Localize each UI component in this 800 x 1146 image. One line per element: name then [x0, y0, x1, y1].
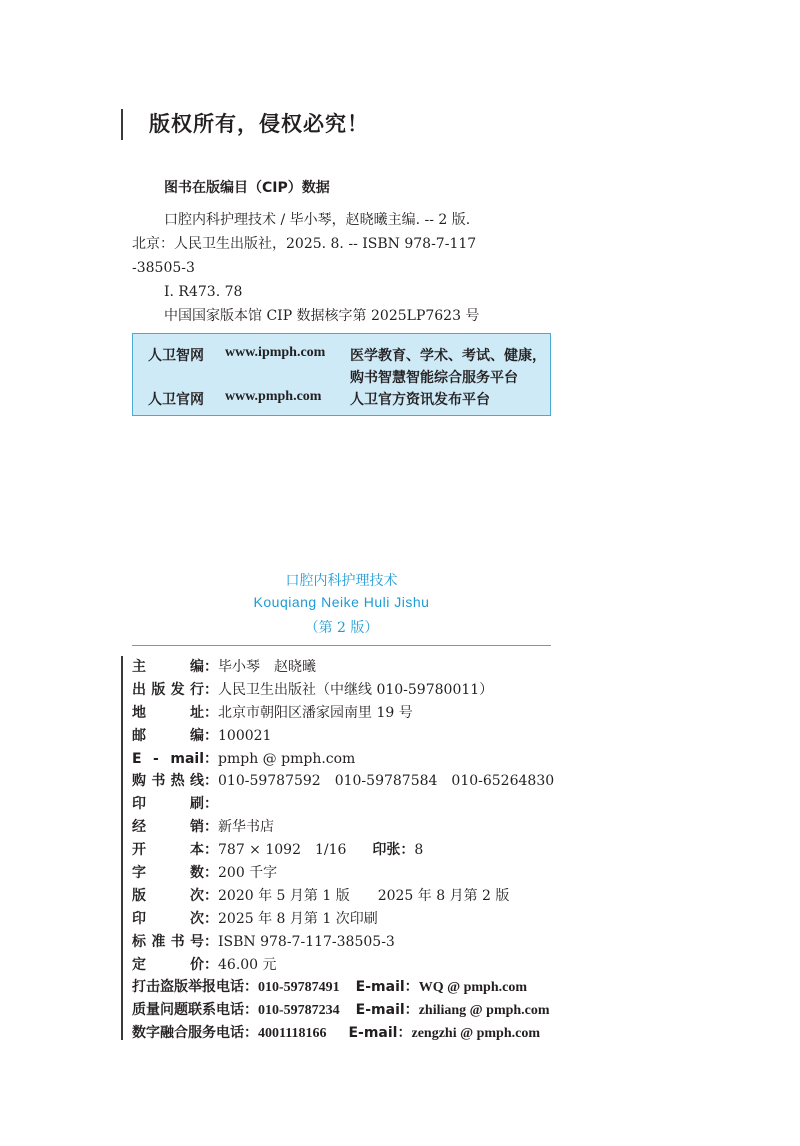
cip-line: 北京：人民卫生出版社，2025. 8. -- ISBN 978-7-117	[132, 236, 477, 252]
cip-block	[132, 176, 532, 328]
title-divider	[132, 645, 551, 646]
colophon-value: 2020 年 5 月第 1 版 2025 年 8 月第 2 版	[218, 887, 510, 904]
margin-rule-top	[121, 109, 123, 140]
colophon-label: E - mail	[132, 750, 204, 767]
sheet-count-label: 印张	[372, 842, 401, 859]
website-desc: 购书智慧智能综合服务平台	[350, 370, 518, 386]
book-title-pinyin: Kouqiang Neike Huli Jishu	[253, 594, 430, 610]
colophon-row: 字数：200 千字	[132, 862, 572, 885]
hotline-row	[132, 976, 572, 999]
hotline-email[interactable]: zengzhi @ pmph.com	[411, 1026, 541, 1042]
colophon-label: 印刷	[132, 796, 204, 813]
colophon-row: 版次：2020 年 5 月第 1 版 2025 年 8 月第 2 版	[132, 885, 572, 908]
hotline-label: 质量问题联系电话：	[132, 1002, 258, 1019]
colophon-value: 人民卫生出版社（中继线 010-59780011）	[218, 681, 494, 698]
colophon-row: 邮编：100021	[132, 725, 572, 748]
hotline-row	[132, 1022, 572, 1045]
colophon-row: 标准书号：ISBN 978-7-117-38505-3	[132, 931, 572, 954]
website-box	[132, 333, 551, 416]
colophon-row: 印次：2025 年 8 月第 1 次印刷	[132, 908, 572, 931]
book-title-cn: 口腔内科护理技术	[285, 573, 398, 589]
colophon-label: 出版发行	[132, 681, 204, 698]
colophon-label: 印次	[132, 910, 204, 927]
cip-record-number: 中国国家版本馆 CIP 数据核字第 2025LP7623 号	[164, 308, 480, 324]
colophon-value: 毕小琴 赵晓曦	[218, 659, 316, 675]
colophon-value: 200 千字	[218, 865, 278, 882]
colophon-value: 新华书店	[218, 819, 274, 836]
colophon-value: 787 × 1092 1/16	[218, 842, 347, 859]
hotline-phone: 4001118166	[258, 1026, 327, 1042]
website-row	[133, 345, 550, 367]
colophon-label: 邮编	[132, 727, 204, 744]
copyright-notice: 版权所有，侵权必究！	[149, 112, 369, 136]
hotline-email-label: E-mail：	[348, 1025, 412, 1042]
cip-line: 口腔内科护理技术 / 毕小琴，赵晓曦主编. -- 2 版.	[164, 212, 471, 228]
hotline-label: 打击盗版举报电话：	[132, 979, 258, 996]
colophon-value: ISBN 978-7-117-38505-3	[218, 933, 395, 950]
colophon-label: 经销	[132, 819, 204, 836]
website-desc: 医学教育、学术、考试、健康，	[350, 348, 546, 364]
sheet-count-value: 8	[414, 842, 424, 859]
hotline-label: 数字融合服务电话：	[132, 1025, 258, 1042]
hotline-row	[132, 999, 572, 1022]
colophon-label: 购书热线	[132, 773, 204, 790]
hotline-email[interactable]: WQ @ pmph.com	[418, 980, 527, 996]
colophon-label: 开本	[132, 842, 204, 859]
colophon-row: 定价：46.00 元	[132, 954, 572, 977]
colophon	[132, 656, 572, 1045]
colophon-row: E - mail：pmph @ pmph.com	[132, 748, 572, 771]
hotline-email-label: E-mail：	[355, 979, 419, 996]
margin-rule-bottom	[121, 656, 123, 1040]
website-url[interactable]: www.pmph.com	[225, 389, 322, 404]
hotline-phone: 010-59787491	[258, 980, 340, 996]
colophon-row: 地址：北京市朝阳区潘家园南里 19 号	[132, 702, 572, 725]
colophon-row: 出版发行：人民卫生出版社（中继线 010-59780011）	[132, 679, 572, 702]
cip-line: -38505-3	[132, 260, 195, 276]
hotline-email[interactable]: zhiliang @ pmph.com	[418, 1003, 550, 1019]
colophon-label: 定价	[132, 956, 204, 973]
colophon-row: 印刷：	[132, 793, 572, 816]
website-row	[133, 389, 550, 411]
colophon-label: 字数	[132, 865, 204, 882]
colophon-row: 购书热线：010-59787592 010-59787584 010-65264830	[132, 770, 572, 793]
colophon-email[interactable]: pmph @ pmph.com	[218, 750, 356, 767]
colophon-label: 主编	[132, 659, 204, 675]
colophon-value: 100021	[218, 727, 272, 744]
website-row-continued	[133, 367, 550, 389]
cip-heading: 图书在版编目（CIP）数据	[164, 180, 330, 196]
website-name: 人卫官网	[148, 392, 204, 408]
website-url[interactable]: www.ipmph.com	[225, 345, 326, 360]
colophon-value: 2025 年 8 月第 1 次印刷	[218, 910, 378, 927]
colophon-value: 010-59787592 010-59787584 010-65264830	[218, 773, 555, 790]
colophon-row: 主编：毕小琴 赵晓曦	[132, 656, 572, 679]
hotline-phone: 010-59787234	[258, 1003, 340, 1019]
colophon-row: 开本：787 × 1092 1/16 印张：8	[132, 839, 572, 862]
colophon-row: 经销：新华书店	[132, 816, 572, 839]
cip-classification: Ⅰ. R473. 78	[164, 284, 243, 300]
colophon-label: 版次	[132, 887, 204, 904]
book-edition: （第 2 版）	[304, 620, 379, 636]
website-name: 人卫智网	[148, 348, 204, 364]
colophon-label: 标准书号	[132, 933, 204, 950]
colophon-value: 46.00 元	[218, 956, 277, 973]
website-desc: 人卫官方资讯发布平台	[350, 392, 490, 408]
colophon-value: 北京市朝阳区潘家园南里 19 号	[218, 704, 413, 721]
colophon-label: 地址	[132, 704, 204, 721]
hotline-email-label: E-mail：	[355, 1002, 419, 1019]
